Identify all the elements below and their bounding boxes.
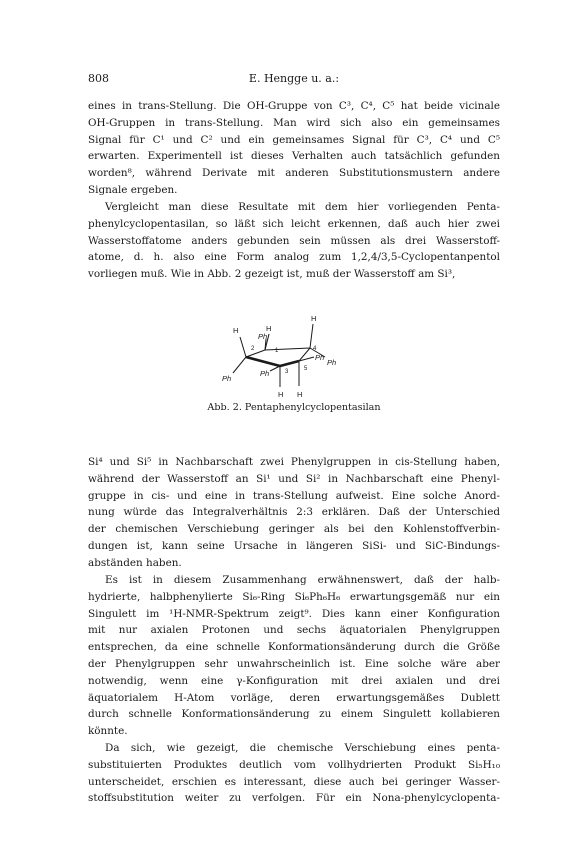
text-line: atome, d. h. also eine Form analog zum 1,2,4/3,5-Cyclopentanpentol — [88, 251, 500, 264]
text-line: hydrierte, halbphenylierte Si₆-Ring Si₆Ph₆H₆ erwartungsgemäß nur ein — [88, 590, 500, 603]
text-line: äquatorialem H-Atom vorläge, deren erwartungsgemäßes Dublett — [88, 691, 500, 704]
atom-label-h: H — [297, 390, 303, 399]
bond-ph — [270, 366, 280, 371]
text-line: nung würde das Integralverhältnis 2:3 erklären. Daß der Unterschied — [88, 506, 500, 519]
text-line: durch schnelle Konformationsänderung zu einem Singulett kollabieren — [88, 708, 500, 721]
text-line: phenylcyclopentasilan, so läßt sich leicht erkennen, daß auch hier zwei — [88, 217, 500, 230]
ring-position-5: 5 — [304, 366, 308, 372]
text-line: während der Wasserstoff an Si¹ und Si² in Nachbarschaft eine Phenyl- — [88, 472, 500, 485]
bond-h — [240, 337, 246, 357]
text-line: mit nur axialen Protonen und sechs äquatorialen Phenylgruppen — [88, 624, 500, 637]
text-line: erwarten. Experimentell ist dieses Verhalten auch tatsächlich gefunden — [88, 150, 500, 163]
text-line: Vergleicht man diese Resultate mit dem hier vorliegenden Penta- — [105, 201, 500, 213]
atom-label-ph: Ph — [260, 369, 270, 378]
text-line: der Phenylgruppen sehr unwahrscheinlich ist. Eine solche wäre aber — [88, 657, 500, 670]
text-line: gruppe in cis- und eine in trans-Stellung aufweist. Eine solche Anord- — [88, 489, 500, 502]
text-line: notwendig, wenn eine γ-Konfiguration mit drei axialen und drei — [88, 674, 500, 687]
text-line: vorliegen muß. Wie in Abb. 2 gezeigt ist, muß der Wasserstoff am Si³, — [88, 268, 456, 281]
text-line: Singulett im ¹H-NMR-Spektrum zeigt⁹. Dies kann einer Konfiguration — [88, 607, 500, 620]
text-line: Da sich, wie gezeigt, die chemische Verschiebung eines penta- — [105, 742, 500, 754]
text-line: unterscheidet, erschien es interessant, diese auch bei geringer Wasser- — [88, 775, 500, 788]
text-line: stoffsubstitution weiter zu verfolgen. Für ein Nona-phenylcyclopenta- — [88, 792, 500, 805]
atom-label-h: H — [266, 324, 272, 333]
text-line: OH-Gruppen in trans-Stellung. Man wird sich also ein gemeinsames — [88, 116, 500, 129]
ring-position-1: 1 — [275, 348, 279, 354]
text-line: Signale ergeben. — [88, 183, 178, 196]
ring-bond-front — [246, 357, 280, 366]
ring-position-2: 2 — [251, 346, 255, 352]
ring-position-4: 4 — [313, 346, 317, 352]
page-number: 808 — [88, 72, 109, 85]
text-line: abständen haben. — [88, 556, 182, 569]
text-line: Si⁴ und Si⁵ in Nachbarschaft zwei Phenylgruppen in cis-Stellung haben, — [88, 456, 500, 468]
atom-label-ph: Ph — [315, 353, 325, 362]
atom-label-h: H — [278, 390, 284, 399]
atom-label-ph: Ph — [222, 374, 232, 383]
text-line: eines in trans-Stellung. Die OH-Gruppe von C³, C⁴, C⁵ hat beide vicinale — [88, 100, 500, 112]
ring-bond — [265, 348, 310, 350]
text-line: dungen ist, kann seine Ursache in längeren SiSi- und SiC-Bindungs- — [88, 539, 500, 552]
ring-bond — [246, 350, 265, 357]
text-line: könnte. — [88, 725, 128, 738]
ring-bond-front — [280, 361, 299, 366]
paragraph-5 — [88, 740, 500, 807]
text-line: entsprechen, da eine schnelle Konformationsänderung durch die Größe — [88, 641, 500, 654]
paragraph-3 — [88, 454, 500, 572]
bond-h — [310, 324, 313, 348]
ring-position-3: 3 — [285, 369, 289, 375]
paragraph-4 — [88, 572, 500, 740]
atom-label-ph: Ph — [258, 332, 268, 341]
text-line: substituierten Produktes deutlich vom vollhydrierten Produkt Si₅H₁₀ — [88, 758, 500, 771]
running-head-authors: E. Hengge u. a.: — [248, 72, 340, 85]
text-line: Wasserstoffatome anders gebunden sein müssen als drei Wasserstoff- — [88, 234, 500, 247]
figure-caption: Abb. 2. Pentaphenylcyclopentasilan — [207, 402, 381, 413]
text-line: Signal für C¹ und C² und ein gemeinsames Signal für C³, C⁴ und C⁵ — [88, 133, 500, 146]
atom-label-ph: Ph — [327, 358, 337, 367]
text-line: der chemischen Verschiebung geringer als bei den Kohlenstoffverbin- — [88, 523, 500, 536]
text-line: worden⁸, während Derivate mit anderen Substitutionsmustern andere — [88, 167, 500, 180]
text-line: Es ist in diesem Zusammenhang erwähnenswert, daß der halb- — [105, 574, 500, 586]
atom-label-h: H — [233, 326, 239, 335]
bond-ph — [233, 357, 246, 373]
atom-label-h: H — [311, 314, 317, 323]
